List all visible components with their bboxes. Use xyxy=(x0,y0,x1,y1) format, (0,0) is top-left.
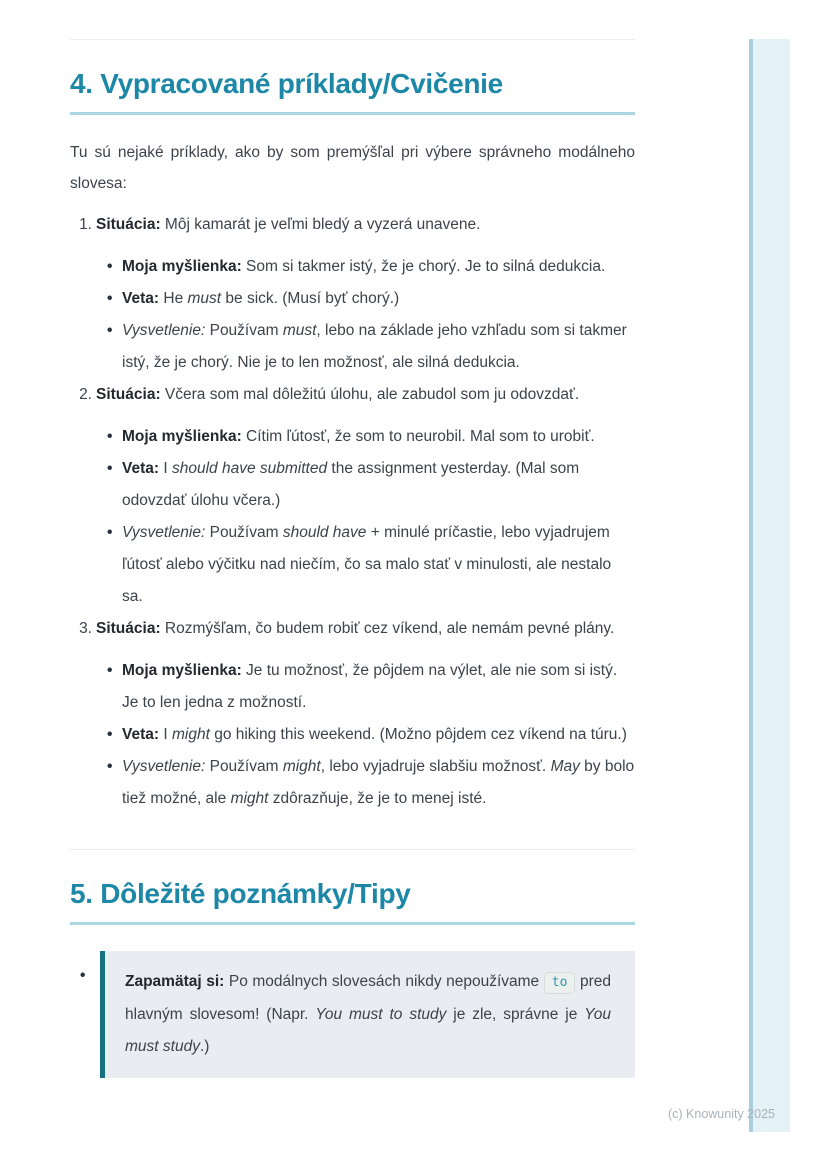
bullet-item xyxy=(107,751,635,815)
section-divider xyxy=(70,849,635,850)
text-segment: must xyxy=(187,290,222,307)
text-segment: might xyxy=(230,790,269,807)
text-segment: Moja myšlienka: xyxy=(122,428,242,445)
code-badge: to xyxy=(544,972,576,994)
text-segment: I xyxy=(159,726,172,743)
examples-list xyxy=(70,209,635,815)
text-segment: , lebo vyjadruje slabšiu možnosť. xyxy=(320,758,551,775)
text-segment: might xyxy=(171,726,210,743)
note-item xyxy=(70,951,635,1078)
text-segment: Moja myšlienka: xyxy=(122,662,242,679)
text-segment: Používam xyxy=(205,322,283,339)
bullet-item xyxy=(107,251,635,283)
footer-credit: (c) Knowunity 2025 xyxy=(667,1107,775,1121)
text-segment: Veta: xyxy=(122,290,160,307)
example-item xyxy=(70,209,635,379)
text-segment: by bolo tiež možné, ale xyxy=(122,758,635,807)
text-segment: Veta: xyxy=(122,726,160,743)
text-segment: pred hlavným slovesom! (Napr. xyxy=(125,973,611,1023)
text-segment: Rozmýšľam, čo budem robiť cez víkend, ale nemám pevné plány. xyxy=(160,620,615,637)
text-segment: go hiking this weekend. (Možno pôjdem cez víkend na túru.) xyxy=(209,726,627,743)
text-segment: might xyxy=(282,758,321,775)
text-segment: je zle, správne je xyxy=(446,1006,585,1023)
text-segment: You must study xyxy=(125,1006,611,1055)
section-4-intro xyxy=(70,137,635,199)
example-number: 3. xyxy=(79,620,92,637)
text-segment: Situácia: xyxy=(96,386,161,403)
text-segment: Situácia: xyxy=(96,216,161,233)
example-number: 2. xyxy=(79,386,92,403)
text-segment: Používam xyxy=(205,758,283,775)
text-segment: Moja myšlienka: xyxy=(122,258,242,275)
example-situation xyxy=(96,209,635,241)
top-divider xyxy=(70,39,635,40)
document-content xyxy=(70,0,635,1078)
text-segment: the assignment yesterday. (Mal som odovzdať úlohu včera.) xyxy=(122,460,580,509)
text-segment: May xyxy=(550,758,580,775)
example-bullets xyxy=(70,421,635,613)
text-segment: I xyxy=(159,460,172,477)
section-4-heading: 4. Vypracované príklady/Cvičenie xyxy=(70,69,635,115)
text-segment: Vysvetlenie: xyxy=(122,758,206,775)
example-situation xyxy=(96,379,635,411)
notes-list xyxy=(70,951,635,1078)
bullet-item xyxy=(107,283,635,315)
text-segment: Tu sú nejaké príklady, ako by som premýšľal pri výbere správneho modálneho slovesa: xyxy=(70,144,635,192)
text-segment: should have submitted xyxy=(171,460,328,477)
example-bullets xyxy=(70,655,635,815)
bullet-item xyxy=(107,719,635,751)
text-segment: , lebo na základe jeho vzhľadu som si takmer istý, že je chorý. Nie je to len možnosť, ale silná dedukcia. xyxy=(122,322,627,371)
text-segment: You must to study xyxy=(315,1006,447,1023)
bullet-item xyxy=(107,655,635,719)
example-situation xyxy=(96,613,635,645)
example-bullets xyxy=(70,251,635,379)
text-segment: Situácia: xyxy=(96,620,161,637)
example-item xyxy=(70,379,635,613)
text-segment: He xyxy=(159,290,188,307)
text-segment: Som si takmer istý, že je chorý. Je to silná dedukcia. xyxy=(241,258,606,275)
text-segment: Po modálnych slovesách nikdy nepoužívame xyxy=(224,973,544,990)
text-segment: Včera som mal dôležitú úlohu, ale zabudol som ju odovzdať. xyxy=(160,386,580,403)
example-number: 1. xyxy=(79,216,92,233)
bullet-item xyxy=(107,421,635,453)
bullet-item xyxy=(107,517,635,613)
text-segment: be sick. (Musí byť chorý.) xyxy=(221,290,400,307)
callout-text xyxy=(125,966,611,1063)
bullet-item xyxy=(107,453,635,517)
text-segment: Zapamätaj si: xyxy=(125,973,225,990)
text-segment: Je tu možnosť, že pôjdem na výlet, ale nie som si istý. Je to len jedna z možností. xyxy=(122,662,618,711)
bullet-item xyxy=(107,315,635,379)
text-segment: Vysvetlenie: xyxy=(122,322,206,339)
text-segment: Veta: xyxy=(122,460,160,477)
text-segment: + minulé príčastie, lebo vyjadrujem ľútosť alebo výčitku nad niečím, čo sa malo stať v minulosti, ale nestalo sa. xyxy=(122,524,612,605)
example-item xyxy=(70,613,635,815)
text-segment: Používam xyxy=(205,524,283,541)
text-segment: Vysvetlenie: xyxy=(122,524,206,541)
callout-box xyxy=(100,951,635,1078)
page-edge-rail xyxy=(749,39,790,1132)
section-5-heading: 5. Dôležité poznámky/Tipy xyxy=(70,879,635,925)
text-segment: Môj kamarát je veľmi bledý a vyzerá unavene. xyxy=(160,216,481,233)
text-segment: should have xyxy=(282,524,367,541)
text-segment: Cítim ľútosť, že som to neurobil. Mal som to urobiť. xyxy=(241,428,595,445)
text-segment: zdôrazňuje, že je to menej isté. xyxy=(268,790,487,807)
text-segment: .) xyxy=(199,1038,210,1055)
text-segment: must xyxy=(282,322,317,339)
